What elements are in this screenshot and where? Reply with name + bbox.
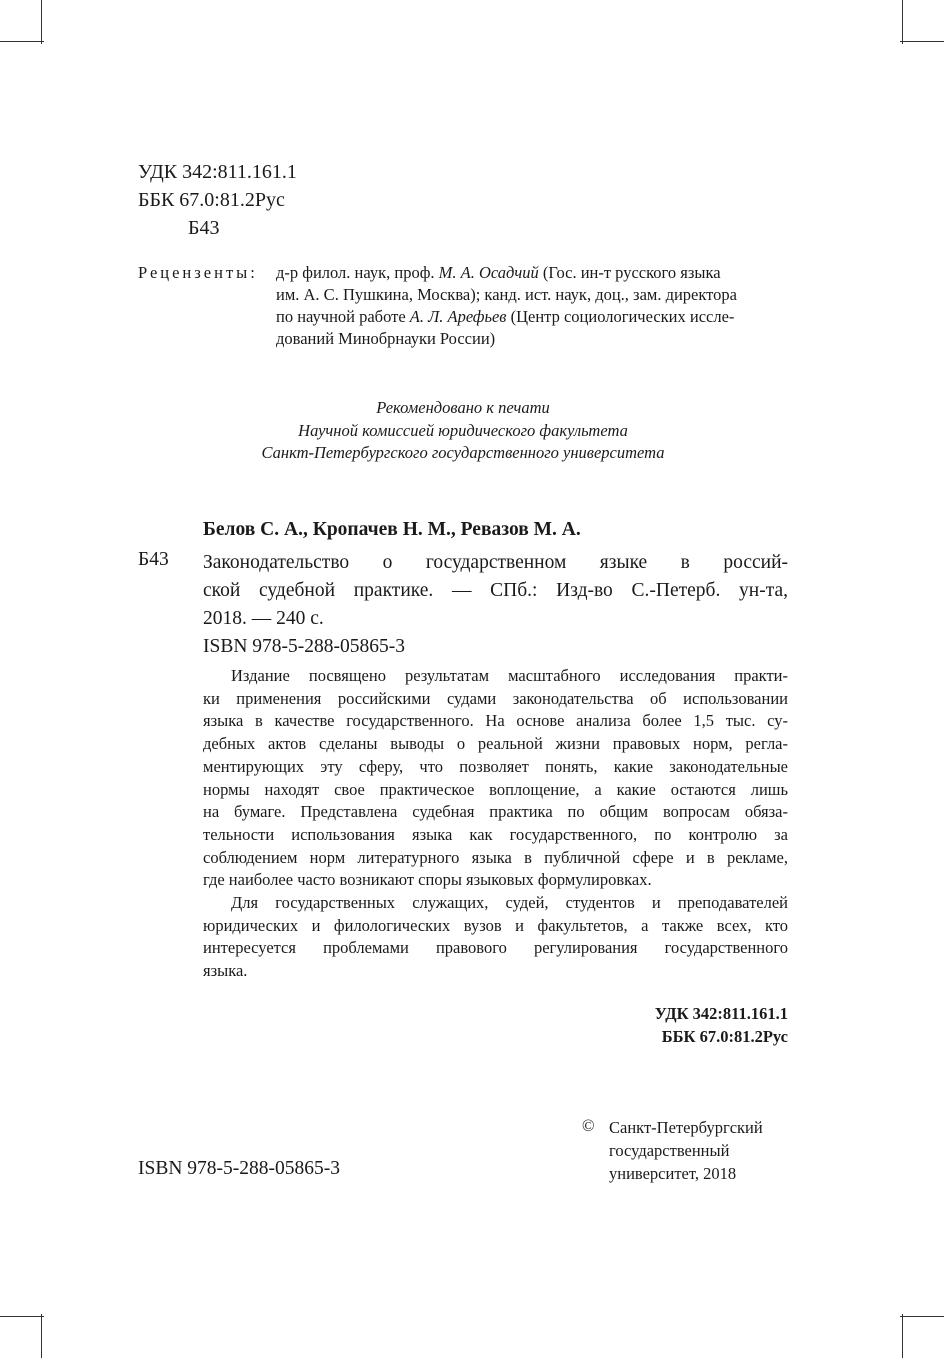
crop-mark bbox=[0, 41, 44, 42]
annotation-line: нормы находят свое практическое воплощение, а какие остаются лишь bbox=[203, 779, 788, 799]
crop-mark bbox=[902, 0, 903, 44]
recommendation-note bbox=[138, 397, 788, 465]
bib-line: 2018. — 240 с. bbox=[203, 608, 324, 629]
annotation-line: на бумаге. Представлена судебная практика по общим вопросам обяза- bbox=[203, 802, 788, 822]
reviewers-section bbox=[138, 262, 788, 350]
footer-udk-code: УДК 342:811.161.1 bbox=[654, 1004, 788, 1023]
reviewers-line: дований Минобрнауки России) bbox=[276, 329, 496, 348]
crop-mark bbox=[41, 1314, 42, 1358]
recommendation-line: Рекомендовано к печати bbox=[376, 398, 550, 417]
udk-code: УДК 342:811.161.1 bbox=[138, 161, 297, 183]
authors: Белов С. А., Кропачев Н. М., Ревазов М. А. bbox=[203, 519, 581, 540]
reviewers-line: д-р филол. наук, проф. М. А. Осадчий (Гос. ин-т русского языка bbox=[276, 263, 721, 282]
author-mark: Б43 bbox=[188, 217, 220, 239]
copyright-line: университет, 2018 bbox=[609, 1164, 737, 1183]
annotation-line: языка. bbox=[203, 961, 248, 981]
bibliographic-record bbox=[203, 549, 788, 661]
footer-bbk-code: ББК 67.0:81.2Рус bbox=[661, 1027, 788, 1046]
reviewers-label: Рецензенты: bbox=[138, 263, 258, 282]
isbn: ISBN 978-5-288-05865-3 bbox=[138, 1158, 341, 1179]
crop-mark bbox=[41, 0, 42, 44]
copyright-line: Санкт-Петербургский bbox=[609, 1118, 763, 1137]
crop-mark bbox=[900, 1316, 944, 1317]
annotation-line: тельности использования языка как государственного, по контролю за bbox=[203, 824, 788, 844]
bib-line: ской судебной практике. — СПб.: Изд-во С.-Петерб. ун-та, bbox=[203, 580, 788, 601]
annotation bbox=[203, 665, 788, 983]
annotation-line: где наиболее часто возникают споры языковых формулировках. bbox=[203, 870, 652, 890]
reviewers-text bbox=[276, 262, 788, 350]
annotation-line: дебных актов сделаны выводы о реальной жизни правовых норм, регла- bbox=[203, 734, 788, 754]
recommendation-line: Научной комиссией юридического факультета bbox=[298, 420, 628, 440]
annotation-line: Для государственных служащих, судей, студентов и преподавателей bbox=[231, 893, 788, 913]
reviewers-line: им. А. С. Пушкина, Москва); канд. ист. наук, доц., зам. директора bbox=[276, 285, 737, 304]
copyright-holder bbox=[609, 1116, 763, 1185]
annotation-line: языка в качестве государственного. На основе анализа более 1,5 тыс. су- bbox=[203, 711, 788, 731]
crop-mark bbox=[0, 1316, 44, 1317]
copyright-line: государственный bbox=[609, 1141, 730, 1160]
bbk-code: ББК 67.0:81.2Рус bbox=[138, 189, 285, 211]
annotation-line: ки применения российскими судами законодательства об использовании bbox=[203, 688, 788, 708]
bibliography-code: Б43 bbox=[138, 549, 169, 570]
recommendation-line: Санкт-Петербургского государственного университета bbox=[261, 443, 665, 462]
copyright-icon: © bbox=[582, 1116, 595, 1135]
reviewers-line: по научной работе А. Л. Арефьев (Центр социологических иссле- bbox=[276, 307, 735, 326]
annotation-line: юридических и филологических вузов и факультетов, а также всех, кто bbox=[203, 915, 788, 935]
annotation-line: ментирующих эту сферу, что позволяет понять, какие законодательные bbox=[203, 756, 788, 776]
footer-classification-codes bbox=[655, 1002, 788, 1048]
annotation-line: соблюдением норм литературного языка в публичной сфере и в рекламе, bbox=[203, 847, 788, 867]
bib-line: Законодательство о государственном языке в россий- bbox=[203, 552, 788, 573]
annotation-line: Издание посвящено результатам масштабного исследования практи- bbox=[231, 666, 788, 685]
crop-mark bbox=[900, 41, 944, 42]
annotation-line: интересуется проблемами правового регулирования государственного bbox=[203, 938, 788, 958]
crop-mark bbox=[902, 1314, 903, 1358]
classification-codes bbox=[138, 158, 297, 242]
bib-isbn: ISBN 978-5-288-05865-3 bbox=[203, 636, 406, 657]
